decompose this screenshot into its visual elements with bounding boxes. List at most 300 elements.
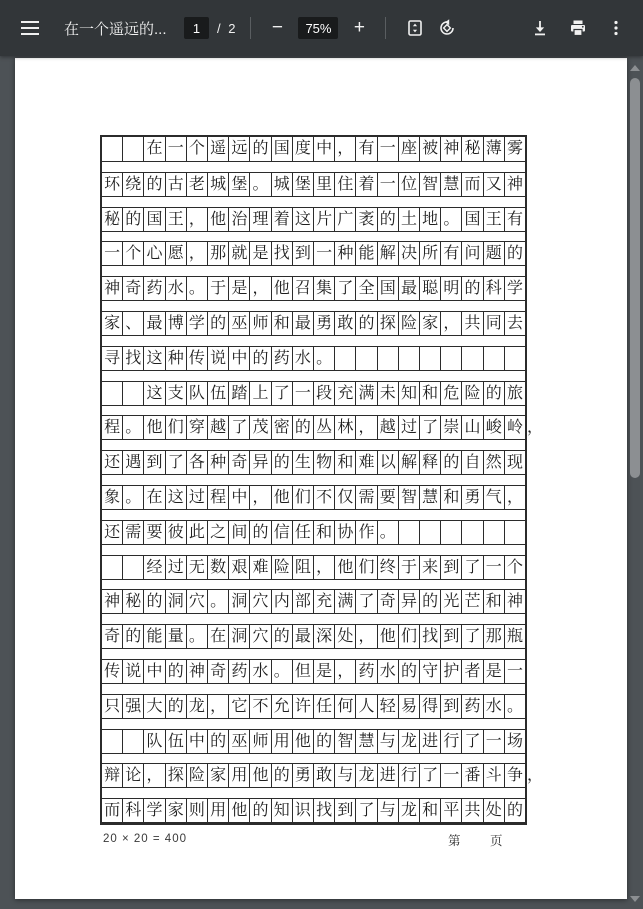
grid-cell: 难: [249, 556, 270, 579]
grid-cell: 人: [355, 695, 376, 718]
grid-cell: 过: [165, 556, 186, 579]
grid-cell: 能: [355, 242, 376, 265]
pdf-toolbar: [0, 0, 643, 56]
grid-cell: [483, 347, 504, 370]
grid-cell: 旅: [504, 382, 525, 405]
grid-cell: 进: [419, 730, 440, 753]
grid-cell: 是: [228, 277, 249, 300]
grid-cell: 一: [377, 137, 398, 161]
grid-cell: 绕: [122, 173, 143, 196]
grid-cell: 药: [228, 660, 249, 683]
grid-cell: [355, 347, 376, 370]
grid-cell: 崇: [440, 416, 461, 439]
grid-row: [102, 729, 525, 754]
grid-cell: 用: [271, 730, 292, 753]
grid-cell: 在: [143, 486, 164, 509]
grid-cell: 气: [483, 486, 504, 509]
grid-cell: 之: [207, 521, 228, 544]
grid-cell: 各: [186, 451, 207, 474]
grid-row-spacer: [102, 545, 525, 555]
grid-cell: 们: [292, 486, 313, 509]
grid-cell: 的: [419, 590, 440, 613]
grid-cell: 而: [104, 800, 121, 820]
grid-cell: 远: [228, 137, 249, 161]
grid-cell: 要: [143, 521, 164, 544]
grid-cell: 中: [228, 347, 249, 370]
grid-cell: 着: [355, 173, 376, 196]
grid-cell: 满: [334, 590, 355, 613]
grid-cell: 。: [122, 486, 143, 509]
grid-cell: 了: [461, 556, 482, 579]
grid-cell: 险: [186, 764, 207, 787]
grid-cell: 个: [186, 137, 207, 161]
grid-cell: 密: [271, 416, 292, 439]
grid-cell: 的: [292, 416, 313, 439]
grid-cell: 的: [143, 173, 164, 196]
grid-cell: 龙: [398, 799, 419, 822]
grid-cell: 危: [440, 382, 461, 405]
grid-cell: 们: [398, 625, 419, 648]
grid-cell: 秘: [122, 590, 143, 613]
grid-cell: 量: [165, 625, 186, 648]
grid-cell: 。: [186, 625, 207, 648]
grid-cell: 题: [483, 242, 504, 265]
grid-cell: 决: [398, 242, 419, 265]
grid-cell: 与: [377, 799, 398, 822]
grid-cell: 召: [292, 277, 313, 300]
grid-cell: 这: [292, 208, 313, 231]
grid-cell: 中: [143, 660, 164, 683]
grid-cell: [398, 521, 419, 544]
grid-cell: 这: [143, 382, 164, 405]
grid-row: [102, 311, 525, 336]
grid-row: [102, 172, 525, 197]
grid-cell: [377, 347, 398, 370]
grid-cell: 山: [461, 416, 482, 439]
grid-cell: 秘: [104, 208, 121, 228]
grid-cell: 家: [104, 312, 121, 332]
zoom-out-button[interactable]: −: [264, 12, 290, 44]
grid-cell: 了: [334, 277, 355, 300]
grid-cell: 了: [419, 416, 440, 439]
grid-cell: 。: [440, 208, 461, 231]
grid-cell: 师: [249, 312, 270, 335]
grid-cell: 中: [228, 486, 249, 509]
grid-cell: 和: [334, 451, 355, 474]
grid-cell: 药: [143, 277, 164, 300]
grid-row: [102, 589, 525, 614]
grid-cell: 允: [271, 695, 292, 718]
grid-cell: 科: [483, 277, 504, 300]
grid-cell: [122, 556, 143, 579]
grid-cell: 行: [398, 764, 419, 787]
grid-row-spacer: [102, 162, 525, 172]
grid-cell: 许: [292, 695, 313, 718]
grid-cell: 段: [313, 382, 334, 405]
grid-cell: 他: [228, 799, 249, 822]
grid-cell: [483, 521, 504, 544]
grid-row: [102, 276, 525, 301]
more-vert-icon: [607, 19, 625, 37]
grid-cell: 林: [334, 416, 355, 439]
grid-cell: 队: [143, 730, 164, 753]
grid-row-spacer: [102, 406, 525, 416]
grid-cell: 平: [440, 799, 461, 822]
grid-cell: 知: [398, 382, 419, 405]
grid-cell: 片: [313, 208, 334, 231]
grid-cell: 了: [165, 451, 186, 474]
grid-cell: 到: [440, 625, 461, 648]
grid-cell: 充: [334, 382, 355, 405]
pdf-canvas: [0, 56, 643, 909]
grid-cell: 奇: [122, 277, 143, 300]
grid-cell: 智: [334, 730, 355, 753]
grid-cell: 遥: [207, 137, 228, 161]
grid-cell: 争: [504, 764, 525, 787]
grid-cell: 被: [419, 137, 440, 161]
grid-cell: 位: [398, 173, 419, 196]
grid-cell: 他: [271, 486, 292, 509]
grid-cell: 生: [292, 451, 313, 474]
grid-cell: [504, 521, 525, 544]
grid-cell: 的: [165, 660, 186, 683]
grid-cell: 有: [504, 208, 525, 231]
grid-cell: 家: [419, 312, 440, 335]
grid-cell: 不: [249, 695, 270, 718]
grid-cell: 了: [355, 590, 376, 613]
grid-cell: 慧: [419, 486, 440, 509]
grid-cell: 辩: [104, 765, 121, 785]
grid-cell: 神: [440, 137, 461, 161]
grid-cell: 、: [122, 312, 143, 335]
grid-cell: 智: [419, 173, 440, 196]
grid-cell: 越: [377, 416, 398, 439]
grid-cell: 。: [504, 695, 525, 718]
grid-cell: ，: [249, 277, 270, 300]
grid-cell: 。: [313, 347, 334, 370]
grid-cell: 经: [143, 556, 164, 579]
grid-cell: 他: [249, 764, 270, 787]
grid-cell: 峻: [483, 416, 504, 439]
grid-row-spacer: [102, 754, 525, 764]
scroll-down-arrow[interactable]: [627, 891, 643, 907]
grid-row: [102, 485, 525, 510]
grid-cell: 去: [504, 312, 525, 335]
grid-cell: 是: [313, 660, 334, 683]
grid-cell: 岭: [504, 416, 525, 439]
grid-cell: 和: [271, 312, 292, 335]
grid-cell: 了: [271, 382, 292, 405]
grid-cell: 问: [461, 242, 482, 265]
grid-cell: 穿: [186, 416, 207, 439]
grid-cell: 寻: [104, 347, 121, 367]
grid-row-spacer: [102, 649, 525, 659]
grid-cell: 解: [377, 242, 398, 265]
grid-cell: 个: [504, 556, 525, 579]
grid-cell: 大: [143, 695, 164, 718]
grid-cell: [504, 347, 525, 370]
grid-cell: 神: [504, 173, 525, 196]
grid-cell: 了: [461, 730, 482, 753]
grid-cell: 的: [207, 730, 228, 753]
grid-cell: [102, 382, 122, 405]
grid-cell: 得: [419, 695, 440, 718]
grid-cell: ，: [249, 486, 270, 509]
fit-to-page-icon: [406, 19, 424, 37]
grid-cell: 穴: [249, 625, 270, 648]
grid-cell: 以: [377, 451, 398, 474]
grid-cell: 探: [165, 764, 186, 787]
grid-cell: 上: [249, 382, 270, 405]
grid-cell: 支: [165, 382, 186, 405]
grid-cell: 的: [249, 137, 270, 161]
grid-cell: 种: [207, 451, 228, 474]
grid-cell: 探: [377, 312, 398, 335]
grid-cell: [398, 347, 419, 370]
grid-row: [102, 555, 525, 580]
grid-cell: 的: [504, 799, 525, 822]
grid-cell: 传: [186, 347, 207, 370]
grid-cell: 需: [355, 486, 376, 509]
grid-cell: ，: [186, 242, 207, 265]
more-options-button[interactable]: [599, 12, 633, 44]
grid-cell: 。: [186, 277, 207, 300]
grid-cell: 到: [334, 799, 355, 822]
grid-row-spacer: [102, 197, 525, 207]
grid-cell: 它: [228, 695, 249, 718]
grid-cell: 王: [165, 208, 186, 231]
grid-cell: 的: [249, 521, 270, 544]
grid-cell: 雾: [504, 137, 525, 161]
grid-cell: 的: [355, 312, 376, 335]
grid-cell: 穴: [249, 590, 270, 613]
grid-cell: 险: [461, 382, 482, 405]
grid-cell: 物: [313, 451, 334, 474]
grid-row: [102, 346, 525, 371]
grid-cell: 古: [165, 173, 186, 196]
grid-cell: 和: [419, 799, 440, 822]
grid-cell: 所: [419, 242, 440, 265]
grid-cell: 理: [249, 208, 270, 231]
grid-cell: 艰: [228, 556, 249, 579]
grid-cell: 了: [228, 416, 249, 439]
grid-cell: 的: [271, 625, 292, 648]
grid-cell: 了: [419, 764, 440, 787]
vertical-scrollbar[interactable]: [627, 56, 643, 909]
grid-cell: 药: [461, 695, 482, 718]
grid-cell: 何: [334, 695, 355, 718]
grid-cell: 知: [271, 799, 292, 822]
grid-cell: 任: [292, 521, 313, 544]
grid-cell: 环: [104, 173, 121, 193]
menu-icon: [21, 21, 39, 35]
grid-cell: 的: [377, 208, 398, 231]
grid-cell: 那: [207, 242, 228, 265]
grid-cell: 的: [122, 625, 143, 648]
grid-cell: [102, 730, 122, 753]
grid-cell: 水: [377, 660, 398, 683]
grid-cell: 而: [461, 173, 482, 196]
grid-cell: 和: [313, 521, 334, 544]
grid-cell: 终: [377, 556, 398, 579]
grid-cell: 的: [440, 451, 461, 474]
grid-cell: 聪: [419, 277, 440, 300]
grid-cell: 学: [143, 799, 164, 822]
grid-cell: 一: [165, 137, 186, 161]
grid-cell: 然: [483, 451, 504, 474]
grid-cell: 处: [483, 799, 504, 822]
fit-to-page-button[interactable]: [399, 12, 431, 44]
grid-cell: 龙: [398, 730, 419, 753]
grid-cell: 。: [249, 173, 270, 196]
grid-cell: 种: [165, 347, 186, 370]
grid-cell: 任: [313, 695, 334, 718]
grid-cell: [419, 347, 440, 370]
grid-row: [102, 207, 525, 232]
grid-cell: 进: [377, 764, 398, 787]
grid-cell: 是: [483, 660, 504, 683]
grid-cell: 要: [377, 486, 398, 509]
print-icon: [569, 19, 587, 37]
grid-cell: 学: [504, 277, 525, 300]
grid-cell: ，: [207, 695, 228, 718]
grid-cell: 的: [165, 695, 186, 718]
grid-cell: 了: [461, 625, 482, 648]
grid-cell: 到: [292, 242, 313, 265]
grid-cell: 土: [398, 208, 419, 231]
grid-cell: [122, 382, 143, 405]
grid-cell: 越: [207, 416, 228, 439]
grid-row-spacer: [102, 440, 525, 450]
overflow-punctuation: ，: [527, 417, 544, 437]
grid-row-spacer: [102, 510, 525, 520]
print-button[interactable]: [561, 12, 595, 44]
grid-cell: 的: [271, 764, 292, 787]
grid-cell: 巫: [228, 730, 249, 753]
grid-cell: 在: [207, 625, 228, 648]
grid-cell: 王: [483, 208, 504, 231]
grid-cell: 仅: [334, 486, 355, 509]
grid-cell: 度: [292, 137, 313, 161]
scroll-up-arrow[interactable]: [627, 60, 643, 76]
grid-cell: 治: [228, 208, 249, 231]
grid-cell: 住: [334, 173, 355, 196]
grid-cell: [102, 556, 122, 579]
grid-cell: 一: [504, 660, 525, 683]
grid-cell: 一: [483, 730, 504, 753]
grid-cell: 说: [207, 347, 228, 370]
toolbar-divider: [250, 17, 251, 39]
grid-cell: 慧: [440, 173, 461, 196]
page-footer-prefix: 第: [448, 833, 461, 848]
grid-cell: 茂: [249, 416, 270, 439]
grid-cell: 袤: [355, 208, 376, 231]
toolbar-divider: [385, 17, 386, 39]
grid-cell: 程: [207, 486, 228, 509]
grid-cell: 洞: [228, 590, 249, 613]
download-button[interactable]: [523, 12, 557, 44]
grid-cell: 奇: [104, 626, 121, 646]
grid-cell: 间: [228, 521, 249, 544]
grid-cell: 勇: [313, 312, 334, 335]
grid-cell: 水: [249, 660, 270, 683]
grid-cell: 识: [292, 799, 313, 822]
grid-cell: [440, 347, 461, 370]
rotate-button[interactable]: [431, 12, 463, 44]
grid-cell: 彼: [165, 521, 186, 544]
grid-cell: 神: [186, 660, 207, 683]
grid-cell: 论: [122, 764, 143, 787]
grid-cell: 的: [504, 242, 525, 265]
grid-cell: 到: [440, 556, 461, 579]
grid-cell: 的: [483, 382, 504, 405]
grid-row: [102, 415, 544, 440]
grid-cell: 家: [165, 799, 186, 822]
grid-count-note: 20 × 20 = 400: [103, 833, 187, 845]
grid-cell: [334, 347, 355, 370]
grid-cell: 一: [377, 173, 398, 196]
grid-cell: 异: [398, 590, 419, 613]
grid-cell: 广: [334, 208, 355, 231]
grid-cell: 勇: [461, 486, 482, 509]
grid-cell: 他: [143, 416, 164, 439]
grid-cell: 奇: [377, 590, 398, 613]
grid-cell: 难: [355, 451, 376, 474]
grid-cell: 只: [104, 695, 121, 715]
document-title: 在一个遥远的...: [64, 20, 167, 38]
grid-cell: 无: [186, 556, 207, 579]
grid-cell: 一: [104, 243, 121, 263]
grid-cell: 种: [334, 242, 355, 265]
grid-cell: 的: [313, 730, 334, 753]
grid-row: [102, 450, 525, 475]
grid-cell: 和: [419, 382, 440, 405]
grid-cell: 巫: [228, 312, 249, 335]
grid-cell: 水: [165, 277, 186, 300]
grid-row: [102, 381, 525, 406]
grid-cell: [102, 137, 122, 161]
grid-cell: 地: [419, 208, 440, 231]
grid-cell: 易: [398, 695, 419, 718]
grid-cell: 来: [419, 556, 440, 579]
grid-cell: 说: [122, 660, 143, 683]
zoom-level: 75%: [298, 17, 338, 39]
grid-row: [102, 520, 525, 545]
grid-cell: 一: [483, 556, 504, 579]
grid-row-spacer: [102, 580, 525, 590]
grid-cell: 勇: [292, 764, 313, 787]
grid-cell: 数: [207, 556, 228, 579]
scrollbar-thumb[interactable]: [630, 78, 640, 478]
grid-cell: 满: [355, 382, 376, 405]
page-number-input[interactable]: [184, 17, 209, 39]
grid-cell: 最: [292, 625, 313, 648]
grid-cell: 自: [461, 451, 482, 474]
grid-cell: 但: [292, 660, 313, 683]
grid-cell: 到: [143, 451, 164, 474]
menu-button[interactable]: [14, 12, 46, 44]
grid-cell: 中: [313, 137, 334, 161]
grid-cell: 里: [313, 173, 334, 196]
download-icon: [531, 19, 549, 37]
grid-cell: ，: [334, 137, 355, 161]
zoom-in-button[interactable]: +: [346, 12, 372, 44]
grid-cell: 深: [313, 625, 334, 648]
grid-row-spacer: [102, 614, 525, 624]
grid-cell: 能: [143, 625, 164, 648]
grid-cell: 这: [165, 486, 186, 509]
grid-cell: 斗: [483, 764, 504, 787]
